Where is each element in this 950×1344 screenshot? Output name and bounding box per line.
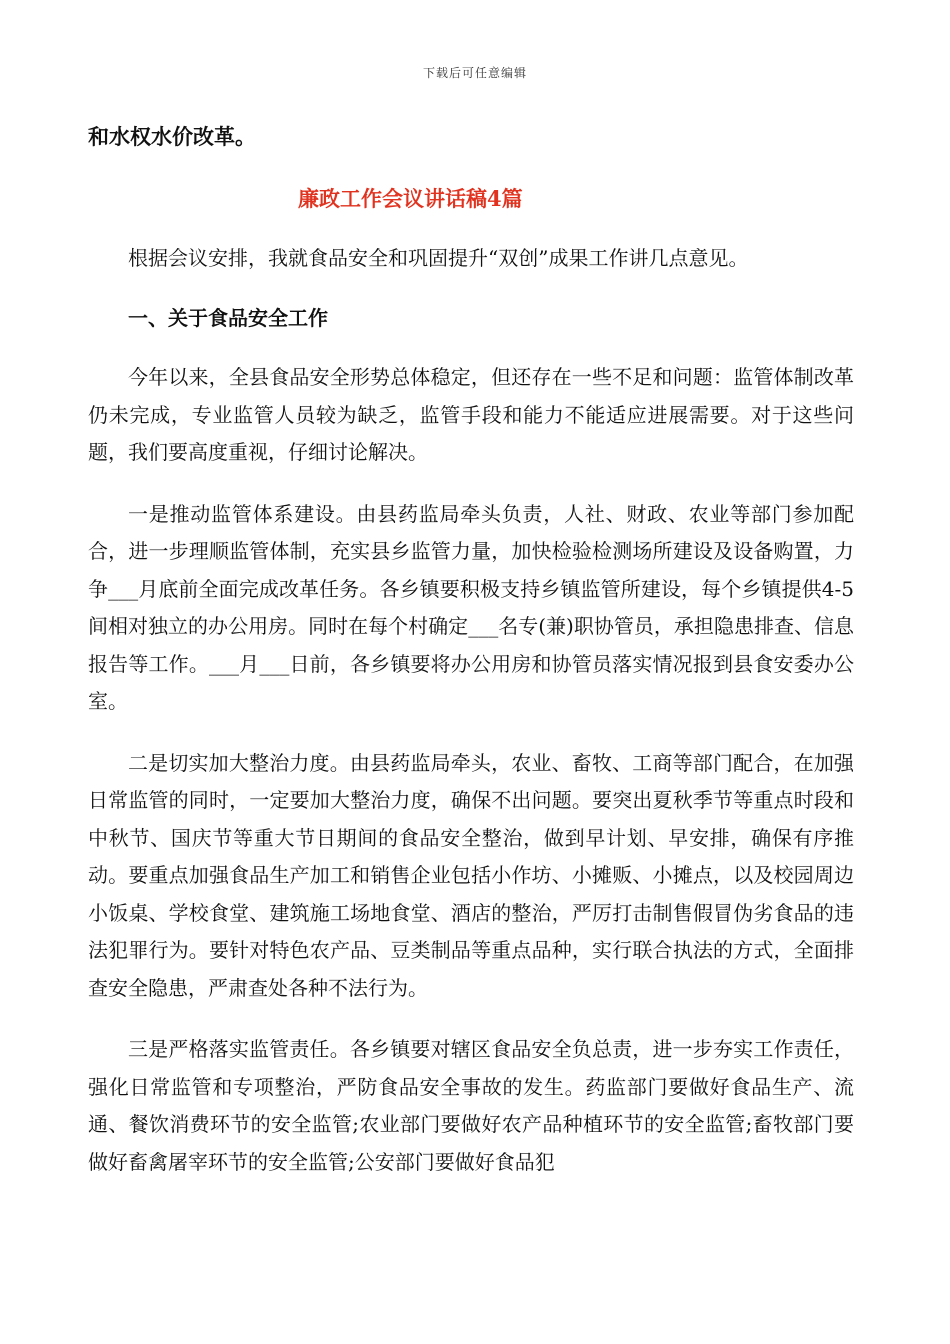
body-paragraph-1: 今年以来，全县食品安全形势总体稳定，但还存在一些不足和问题：监管体制改革仍未完成，专业监管人员较为缺乏，监管手段和能力不能适应进展需要。对于这些问题，我们要高度重视，仔细讨论解决。 — [88, 365, 854, 464]
body-paragraph-2: 一是推动监管体系建设。由县药监局牵头负责，人社、财政、农业等部门参加配合，进一步理顺监管体制，充实县乡监管力量，加快检验检测场所建设及设备购置，力争___月底前全面完成改革任务。各乡镇要积极支持乡镇监管所建设，每个乡镇提供4-5间相对独立的办公用房。同时在每个村确定___名专(兼)职协管员，承担隐患排查、信息报告等工作。___月___日前，各乡镇要将办公用房和协管员落实情况报到县食安委办公室。 — [88, 501, 854, 713]
body-paragraph-4: 三是严格落实监管责任。各乡镇要对辖区食品安全负总责，进一步夯实工作责任，强化日常监管和专项整治，严防食品安全事故的发生。药监部门要做好食品生产、流通、餐饮消费环节的安全监管;农业部门要做好农产品种植环节的安全监管;畜牧部门要做好畜禽屠宰环节的安全监管;公安部门要做好食品犯 — [88, 1037, 854, 1174]
document-title: 廉政工作会议讲话稿4篇 — [298, 186, 523, 211]
continued-line: 和水权水价改革。 — [88, 124, 256, 149]
section-heading: 一、关于食品安全工作 — [128, 305, 328, 330]
body-paragraph-3: 二是切实加大整治力度。由县药监局牵头，农业、畜牧、工商等部门配合，在加强日常监管的同时，一定要加大整治力度，确保不出问题。要突出夏秋季节等重点时段和中秋节、国庆节等重大节日期间的食品安全整治，做到早计划、早安排，确保有序推动。要重点加强食品生产加工和销售企业包括小作坊、小摊贩、小摊点，以及校园周边小饭桌、学校食堂、建筑施工场地食堂、酒店的整治，严厉打击制售假冒伪劣食品的违法犯罪行为。要针对特色农产品、豆类制品等重点品种，实行联合执法的方式，全面排查安全隐患，严肃查处各种不法行为。 — [88, 750, 854, 1000]
document-body — [88, 118, 854, 1181]
header-note: 下载后可任意编辑 — [422, 66, 527, 80]
intro-paragraph: 根据会议安排，我就食品安全和巩固提升“双创”成果工作讲几点意见。 — [128, 246, 749, 270]
